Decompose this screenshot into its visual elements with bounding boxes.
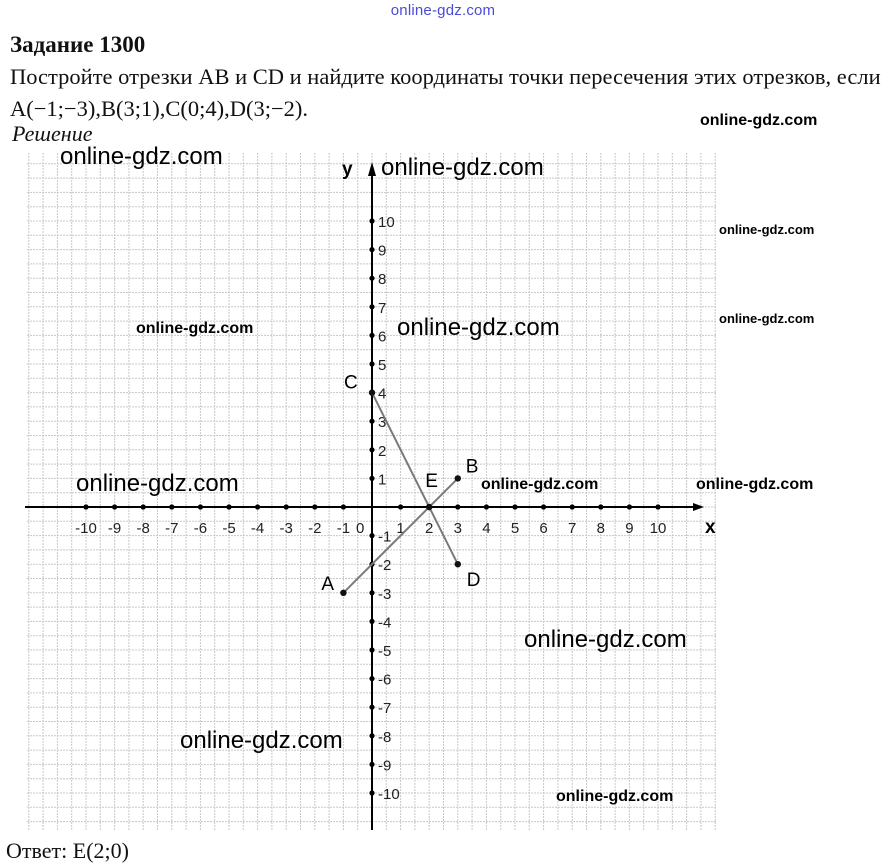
x-tick-mark xyxy=(255,504,260,509)
point-A xyxy=(340,590,346,596)
x-tick-label: 10 xyxy=(649,520,667,537)
x-tick-mark xyxy=(198,504,203,509)
x-tick-mark xyxy=(570,504,575,509)
x-tick-label: 8 xyxy=(596,520,605,537)
y-tick-label: 3 xyxy=(378,414,387,432)
x-tick-mark xyxy=(598,504,603,509)
point-C xyxy=(369,389,375,395)
x-tick-mark xyxy=(141,504,146,509)
site-watermark-top[interactable]: online-gdz.com xyxy=(390,2,496,19)
x-tick-mark xyxy=(541,504,546,509)
x-tick-label: -10 xyxy=(75,520,97,537)
x-tick-label: 1 xyxy=(396,520,405,537)
watermark: online-gdz.com xyxy=(696,476,814,493)
x-tick-mark xyxy=(512,504,517,509)
x-tick-mark xyxy=(655,504,660,509)
x-tick-label: -7 xyxy=(165,520,179,537)
x-axis-label: x xyxy=(705,517,716,538)
y-tick-mark xyxy=(369,619,374,624)
y-tick-label: -8 xyxy=(378,728,392,746)
y-tick-mark xyxy=(369,647,374,652)
y-tick-mark xyxy=(369,705,374,710)
watermark: online-gdz.com xyxy=(397,314,560,341)
x-tick-label: -8 xyxy=(136,520,150,537)
y-tick-mark xyxy=(369,762,374,767)
point-label-C: C xyxy=(344,372,358,394)
y-tick-label: 2 xyxy=(378,442,387,460)
y-axis-label: y xyxy=(342,159,353,180)
x-tick-mark xyxy=(284,504,289,509)
x-tick-label: 2 xyxy=(425,520,434,537)
x-tick-label: -3 xyxy=(279,520,293,537)
point-E xyxy=(426,504,432,510)
y-tick-mark xyxy=(369,304,374,309)
y-tick-mark xyxy=(369,218,374,223)
x-tick-label: 3 xyxy=(453,520,462,537)
x-tick-label: -9 xyxy=(107,520,122,537)
x-tick-mark xyxy=(455,504,460,509)
y-tick-label: 9 xyxy=(378,242,387,260)
x-tick-mark xyxy=(112,504,117,509)
y-tick-mark xyxy=(369,361,374,366)
y-tick-label: 5 xyxy=(378,357,387,374)
answer: Ответ: E(2;0) xyxy=(6,838,129,863)
y-tick-label: 4 xyxy=(378,385,387,403)
y-tick-mark xyxy=(369,276,374,281)
x-tick-mark xyxy=(398,504,403,509)
x-tick-mark xyxy=(627,504,632,509)
y-tick-mark xyxy=(369,333,374,338)
point-D xyxy=(455,561,461,567)
y-tick-label: -5 xyxy=(378,643,392,660)
y-tick-mark xyxy=(369,533,374,538)
watermark: online-gdz.com xyxy=(136,320,254,337)
watermark: online-gdz.com xyxy=(180,727,343,754)
watermark: online-gdz.com xyxy=(381,154,544,181)
y-tick-mark xyxy=(369,476,374,481)
x-tick-mark xyxy=(169,504,174,509)
y-tick-mark xyxy=(369,676,374,681)
watermark: online-gdz.com xyxy=(556,788,674,805)
y-tick-label: 6 xyxy=(378,328,387,346)
y-tick-label: -6 xyxy=(378,671,392,689)
x-tick-label: -5 xyxy=(222,520,236,537)
y-tick-label: 10 xyxy=(378,214,395,231)
y-tick-label: -2 xyxy=(378,557,392,575)
y-tick-mark xyxy=(369,733,374,738)
y-tick-label: 1 xyxy=(378,471,387,489)
y-tick-label: 8 xyxy=(378,271,387,289)
y-tick-label: -9 xyxy=(378,757,392,775)
x-tick-label: 7 xyxy=(568,520,577,537)
x-tick-label: -2 xyxy=(308,520,322,537)
y-tick-label: -3 xyxy=(378,585,392,603)
watermark: online-gdz.com xyxy=(524,626,687,653)
point-label-B: B xyxy=(465,456,479,478)
point-B xyxy=(455,475,461,481)
x-tick-mark xyxy=(484,504,489,509)
x-tick-label: -6 xyxy=(193,520,208,537)
watermark: online-gdz.com xyxy=(700,112,818,129)
y-tick-mark xyxy=(369,590,374,595)
point-label-E: E xyxy=(425,471,438,492)
y-tick-label: -7 xyxy=(378,700,392,718)
origin-label: 0 xyxy=(356,520,365,537)
y-tick-mark xyxy=(369,419,374,424)
solution-label: Решение xyxy=(12,121,93,146)
x-tick-mark xyxy=(83,504,88,509)
x-tick-mark xyxy=(312,504,317,509)
y-tick-label: -1 xyxy=(378,528,392,546)
point-label-A: A xyxy=(321,573,335,595)
task-title: Задание 1300 xyxy=(10,32,146,57)
x-tick-label: 6 xyxy=(539,520,548,537)
y-tick-label: -4 xyxy=(378,614,392,632)
x-tick-label: -4 xyxy=(250,520,265,537)
y-tick-label: 7 xyxy=(378,299,387,317)
y-tick-label: -10 xyxy=(378,786,400,803)
watermark: online-gdz.com xyxy=(481,476,599,493)
watermark: online-gdz.com xyxy=(76,470,239,497)
y-tick-mark xyxy=(369,790,374,795)
watermark: online-gdz.com xyxy=(719,222,815,237)
x-tick-label: -1 xyxy=(336,520,351,537)
x-tick-label: 4 xyxy=(482,520,491,537)
task-statement: Постройте отрезки AB и CD и найдите координаты точки пересечения этих отрезков, если A(−1;−3),B(3;1),C(0;4),D(3;−2). xyxy=(10,64,881,121)
x-tick-label: 5 xyxy=(510,520,520,537)
y-tick-mark xyxy=(369,247,374,252)
x-tick-mark xyxy=(226,504,231,509)
y-tick-mark xyxy=(369,447,374,452)
watermark: online-gdz.com xyxy=(60,143,223,170)
x-tick-label: 9 xyxy=(625,520,634,537)
x-tick-mark xyxy=(341,504,346,509)
x-axis-arrow xyxy=(693,503,704,511)
point-label-D: D xyxy=(466,570,481,592)
watermark: online-gdz.com xyxy=(719,311,815,326)
